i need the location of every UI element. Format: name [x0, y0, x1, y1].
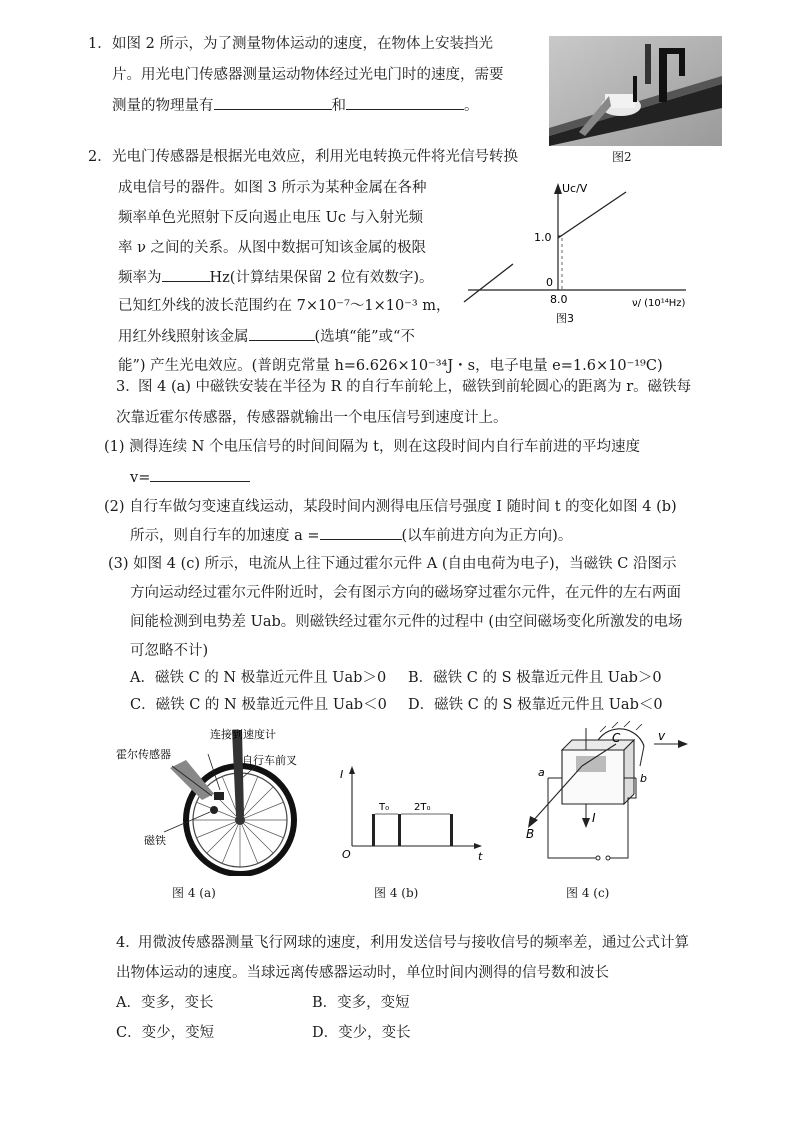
q3-part2-a-label: 所示，则自行车的加速度 a = — [130, 528, 320, 544]
q4-text-line1: 用微波传感器测量飞行网球的速度，利用发送信号与接收信号的频率差，通过公式计算 — [138, 935, 689, 951]
q3-option-c[interactable]: C．磁铁 C 的 N 极靠近元件且 Uab＜0 — [130, 697, 387, 713]
q2-line7-end: (选填“能”或“不 — [314, 329, 415, 345]
q4-option-d[interactable]: D．变少，变长 — [312, 1025, 411, 1041]
q2-text-line5 — [118, 266, 434, 289]
q2-text-line8: 能”) 产生光电效应。(普朗克常量 h=6.626×10⁻³⁴J・s，电子电量 e=1.6×10⁻¹⁹C) — [118, 358, 663, 374]
q2-text-line3: 频率单色光照射下反向遏止电压 Uc 与入射光频 — [118, 210, 424, 226]
figure-4b-origin: O — [342, 848, 351, 861]
q3-part3-line1: (3) 如图 4 (c) 所示，电流从上往下通过霍尔元件 A (自由电荷为电子)，当磁铁 C 沿图示 — [108, 556, 677, 572]
q1-answer-blank-2[interactable] — [346, 94, 464, 110]
figure-4b-graph — [334, 764, 494, 864]
figure-4c-label-field: B — [526, 827, 535, 841]
figure-3-y-label: Uc/V — [562, 182, 588, 195]
q2-line7-start: 用红外线照射该金属 — [118, 329, 249, 345]
q3-option-d[interactable]: D．磁铁 C 的 S 极靠近元件且 Uab＜0 — [408, 697, 663, 713]
figure-3-y-tick: 1.0 — [534, 231, 552, 244]
q1-text-line1: 如图 2 所示，为了测量物体运动的速度，在物体上安装挡光 — [112, 36, 493, 52]
q2-text-line4: 率 ν 之间的关系。从图中数据可知该金属的极限 — [118, 240, 427, 256]
q3-part3-line2: 方向运动经过霍尔元件附近时，会有图示方向的磁场穿过霍尔元件，在元件的左右两面 — [130, 585, 681, 601]
q3-part2-end: (以车前进方向为正方向)。 — [401, 528, 573, 544]
q4-option-a[interactable]: A．变多，变长 — [116, 995, 214, 1011]
figure-4a-caption: 图 4 (a) — [172, 886, 216, 900]
q1-number: 1． — [88, 36, 112, 52]
q3-part1-line1: (1) 测得连续 N 个电压信号的时间间隔为 t，则在这段时间内自行车前进的平均速度 — [104, 439, 640, 455]
q3-text-line1: 图 4 (a) 中磁铁安装在半径为 R 的自行车前轮上，磁铁到前轮圆心的距离为 r。磁铁每 — [138, 379, 692, 395]
q3-part1-v-label: v= — [130, 470, 151, 486]
figure-4b-caption: 图 4 (b) — [374, 886, 419, 900]
figure-3-x-tick: 8.0 — [550, 293, 568, 306]
q1-text-line2: 片。用光电门传感器测量运动物体经过光电门时的速度，需要 — [112, 67, 504, 83]
figure-3-origin: 0 — [546, 276, 553, 289]
figure-4c-hall-element — [520, 718, 710, 868]
figure-4a-label-fork: 自行车前叉 — [242, 754, 297, 767]
q3-part3-line3: 间能检测到电势差 Uab。则磁铁经过霍尔元件的过程中 (由空间磁场变化所激发的电场 — [130, 614, 683, 630]
figure-4c-label-v: v — [658, 729, 666, 743]
figure-2-caption: 图2 — [612, 150, 632, 164]
figure-2-photo — [549, 36, 722, 146]
figure-4c-caption: 图 4 (c) — [566, 886, 610, 900]
figure-4c-label-a: a — [538, 766, 545, 779]
q3-part3-line4: 可忽略不计) — [130, 643, 209, 659]
q4-number: 4． — [116, 935, 140, 951]
figure-4a-label-magnet: 磁铁 — [144, 834, 166, 847]
q1-line3-and: 和 — [331, 98, 346, 114]
q1-answer-blank-1[interactable] — [214, 94, 332, 110]
q3-option-a[interactable]: A．磁铁 C 的 N 极靠近元件且 Uab＞0 — [130, 670, 387, 686]
figure-3-x-label: ν/ (10¹⁴Hz) — [632, 298, 686, 309]
figure-4b-y-label: I — [340, 768, 344, 781]
q4-option-b[interactable]: B．变多，变短 — [312, 995, 410, 1011]
q3-part2-line1: (2) 自行车做匀变速直线运动，某段时间内测得电压信号强度 I 随时间 t 的变化如图 4 (b) — [104, 499, 677, 515]
q2-answer-blank-effect[interactable] — [249, 325, 315, 341]
q3-part1-line2 — [130, 466, 250, 489]
figure-4c-label-b: b — [640, 772, 647, 785]
figure-4c-label-current: I — [592, 811, 596, 825]
figure-4b-x-label: t — [478, 850, 483, 863]
figure-3-graph — [458, 178, 704, 328]
figure-4b-t2: 2T₀ — [414, 802, 431, 813]
q4-text-line2: 出物体运动的速度。当球远离传感器运动时，单位时间内测得的信号数和波长 — [116, 965, 609, 981]
q3-part2-line2 — [130, 524, 572, 547]
q1-text-line3 — [112, 94, 479, 117]
figure-4c-label-c: C — [612, 731, 621, 745]
figure-3-caption: 图3 — [556, 312, 574, 325]
figure-4a-label-link: 连接到速度计 — [210, 728, 276, 741]
q1-line3-end: 。 — [464, 98, 479, 114]
q3-text-line2: 次靠近霍尔传感器，传感器就输出一个电压信号到速度计上。 — [116, 410, 508, 426]
q2-line5-end: Hz(计算结果保留 2 位有效数字)。 — [209, 270, 434, 286]
q2-text-line2: 成电信号的器件。如图 3 所示为某种金属在各种 — [118, 180, 427, 196]
q2-text-line1: 光电门传感器是根据光电效应，利用光电转换元件将光信号转换 — [112, 149, 518, 165]
q3-option-b[interactable]: B．磁铁 C 的 S 极靠近元件且 Uab＞0 — [408, 670, 662, 686]
q2-text-line7 — [118, 325, 415, 348]
hall-sensor-icon — [214, 792, 224, 800]
figure-4a-label-hall: 霍尔传感器 — [116, 748, 171, 761]
q1-line3-start: 测量的物理量有 — [112, 98, 214, 114]
q3-number: 3． — [116, 379, 140, 395]
q2-line5-start: 频率为 — [118, 270, 162, 286]
magnet-icon — [210, 806, 218, 814]
q2-answer-blank-frequency[interactable] — [162, 266, 210, 282]
q2-number: 2． — [88, 149, 112, 165]
q4-option-c[interactable]: C．变少，变短 — [116, 1025, 215, 1041]
q2-text-line6: 已知红外线的波长范围约在 7×10⁻⁷～1×10⁻³ m， — [118, 298, 451, 314]
figure-4b-t1: T₀ — [379, 802, 390, 813]
q3-answer-blank-velocity[interactable] — [150, 466, 250, 482]
figure-4a-bicycle-wheel — [116, 724, 312, 876]
q3-answer-blank-acceleration[interactable] — [320, 524, 402, 540]
